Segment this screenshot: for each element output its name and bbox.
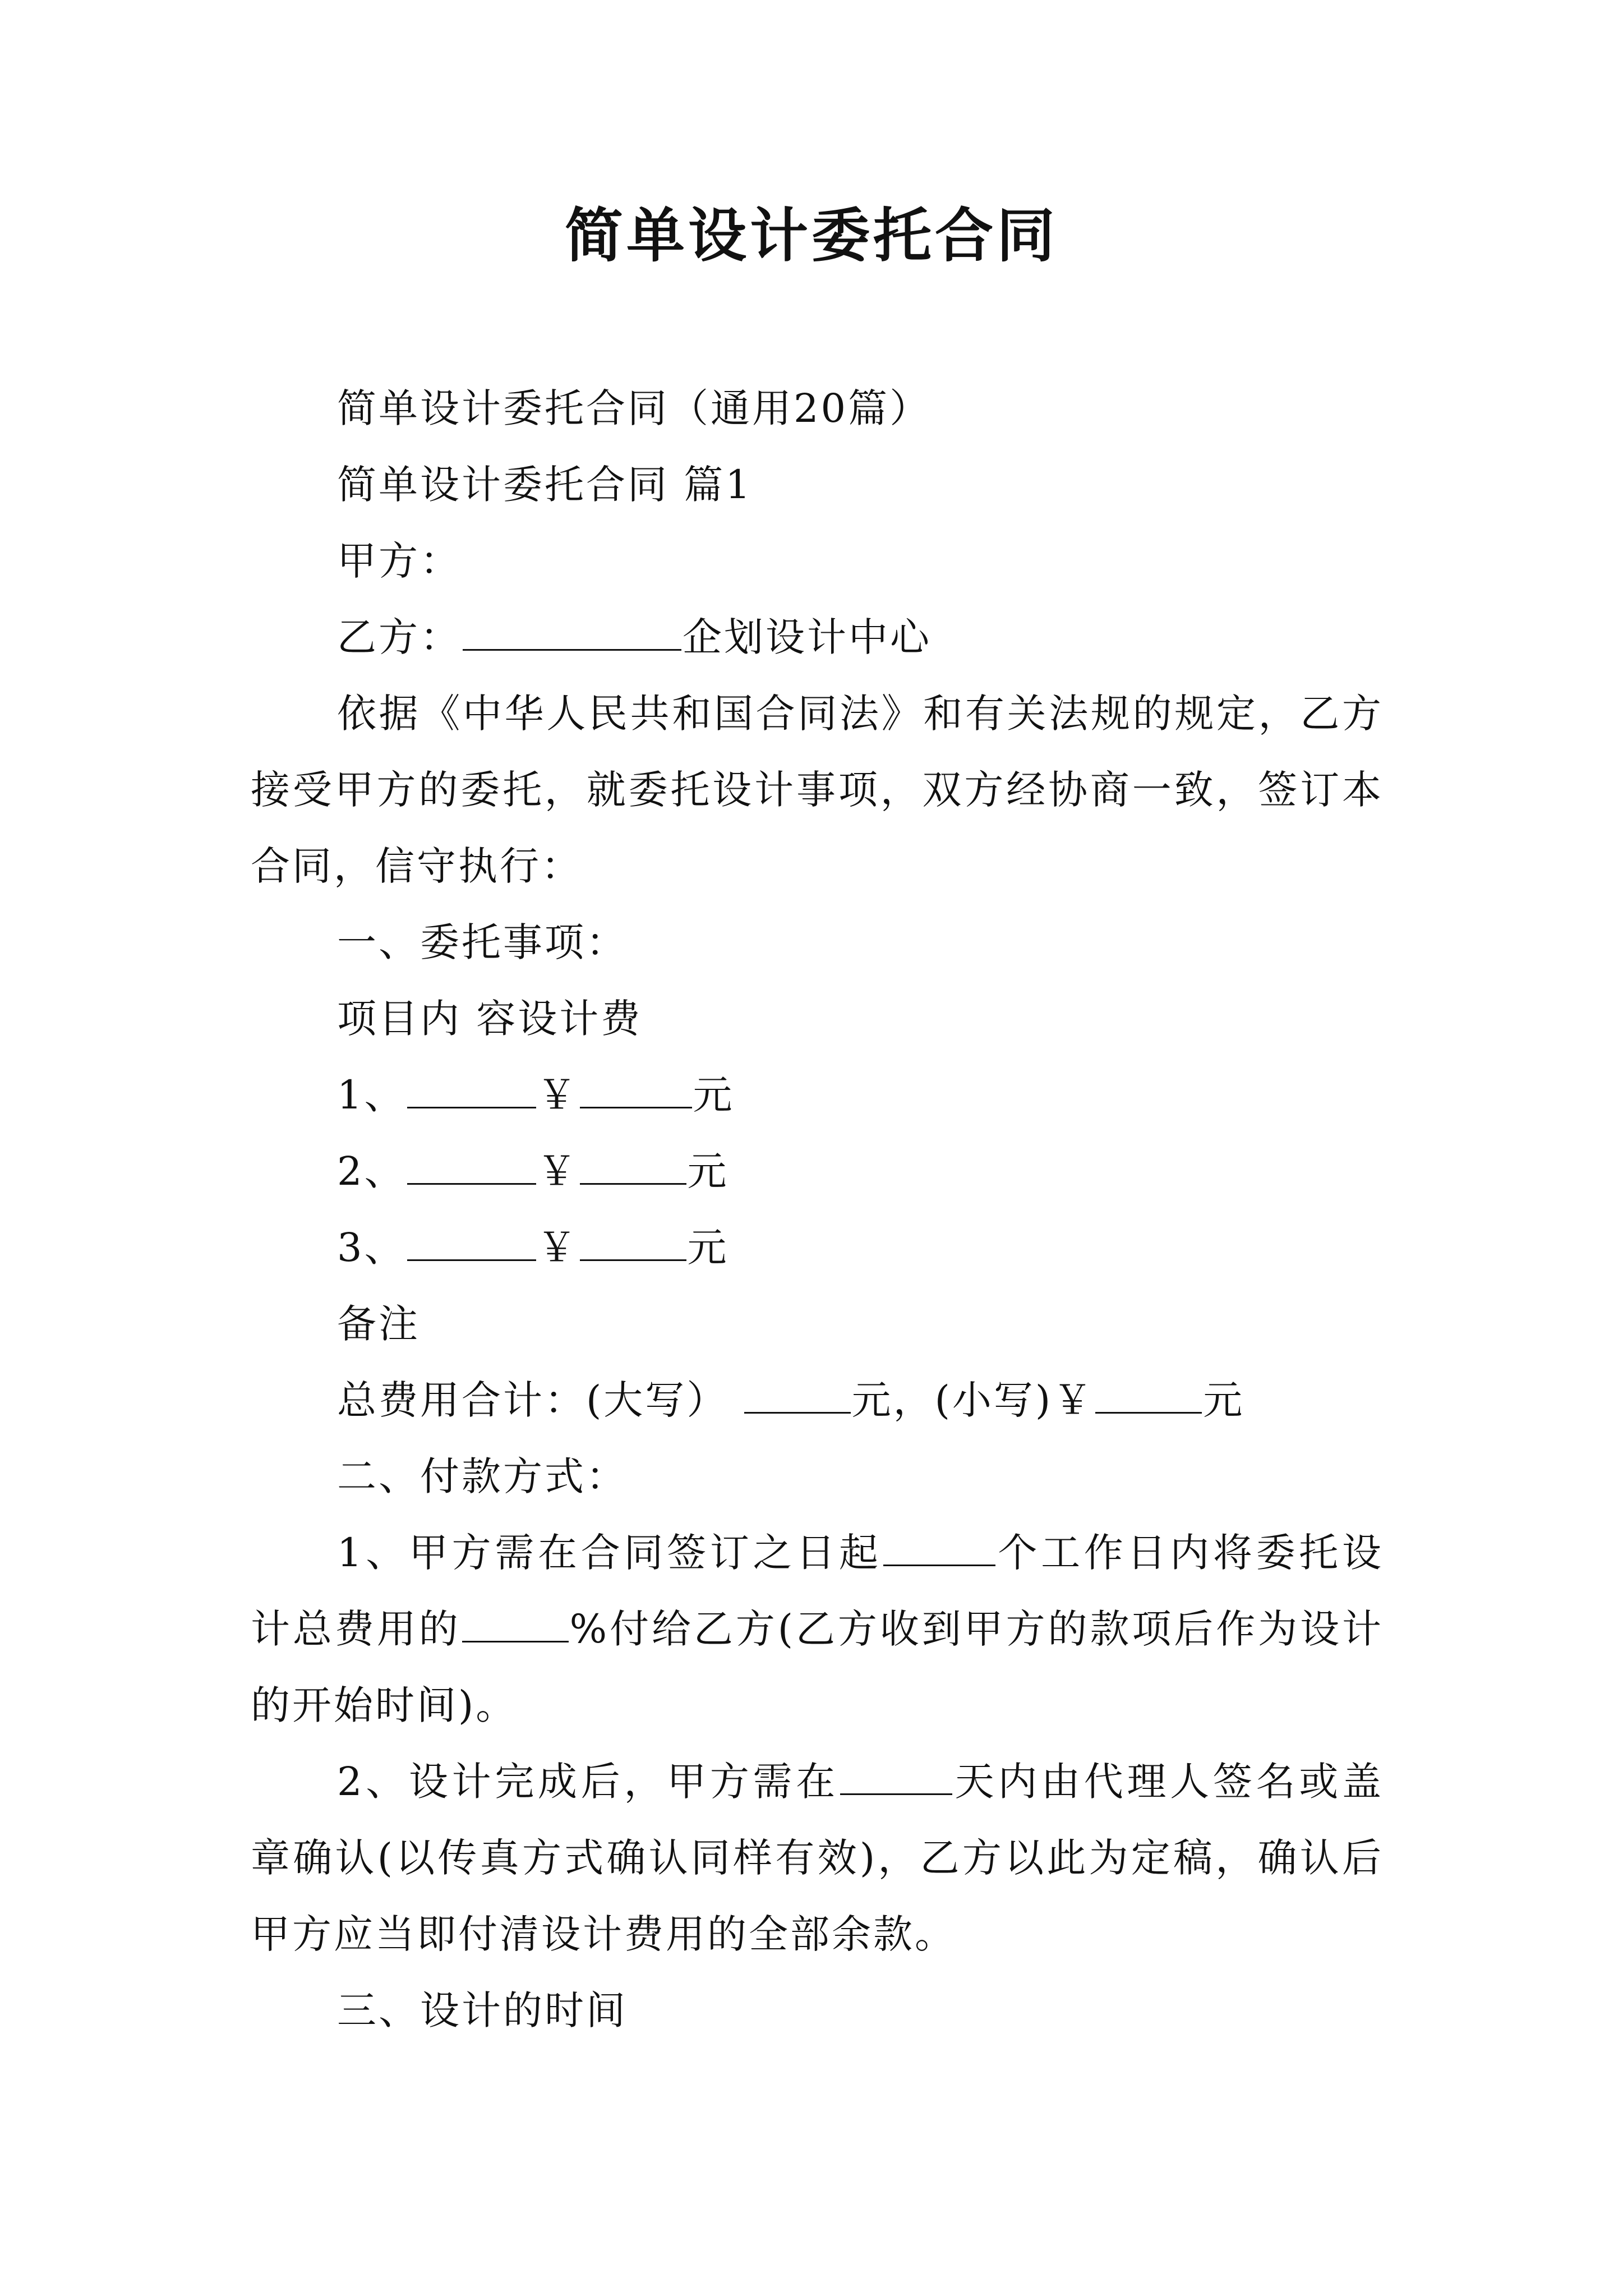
section2-title: 二、付款方式：	[337, 1453, 628, 1499]
item-number: 1、	[337, 1072, 406, 1118]
payment-clause-1	[251, 1515, 1384, 1743]
item-fee-blank	[580, 1148, 686, 1185]
payment2-text-b: 天内由代理人签名或盖章确认(以传真方式确认同样有效)，乙方以此为定稿，确认后甲方应当即付清设计费用的全部余款。	[251, 1759, 1384, 1957]
document-subtitle: 简单设计委托合同（通用20篇）	[337, 385, 932, 431]
item-currency: ￥	[537, 1148, 579, 1194]
item-currency: ￥	[537, 1072, 579, 1118]
party-b-prefix: 乙方：	[337, 614, 462, 660]
item-name-blank	[407, 1072, 536, 1108]
preamble-paragraph: 依据《中华人民共和国合同法》和有关法规的规定，乙方接受甲方的委托，就委托设计事项，双方经协商一致，签订本合同，信守执行：	[251, 691, 1384, 889]
payment1-days-blank	[883, 1530, 995, 1566]
total-unit-lower: 元	[1203, 1377, 1245, 1423]
item-unit: 元	[693, 1072, 735, 1118]
total-lower-blank	[1095, 1377, 1202, 1414]
total-unit-upper: 元，	[851, 1377, 935, 1423]
payment1-percent-blank	[462, 1606, 569, 1642]
total-label: 总费用合计：(大写）	[337, 1377, 728, 1423]
item-number: 2、	[337, 1148, 406, 1194]
section3-title: 三、设计的时间	[337, 1987, 628, 2033]
item-name-blank	[407, 1148, 536, 1185]
payment1-text-a: 1、甲方需在合同签订之日起	[337, 1530, 882, 1576]
remarks-line: 备注	[337, 1301, 420, 1347]
total-line	[251, 1362, 1384, 1438]
section1-title: 一、委托事项：	[337, 919, 628, 965]
total-lower-label: (小写)￥	[934, 1377, 1095, 1423]
item-number: 3、	[337, 1225, 406, 1271]
payment1-text-c: %付给乙方(乙方收到甲方的款项后作为设计的开始时间)。	[251, 1606, 1384, 1728]
payment2-text-a: 2、设计完成后，甲方需在	[337, 1759, 839, 1805]
list-item	[251, 1133, 1384, 1209]
list-item	[251, 1209, 1384, 1286]
document-title: 简单设计委托合同	[564, 201, 1058, 270]
section-heading: 简单设计委托合同 篇1	[337, 462, 753, 508]
item-unit: 元	[687, 1148, 729, 1194]
party-b-blank	[463, 614, 681, 651]
item-currency: ￥	[537, 1225, 579, 1271]
party-a-line: 甲方：	[337, 538, 462, 584]
item-fee-blank	[580, 1072, 692, 1108]
payment1-text-b: 个工作日内将委托设计总费用的	[251, 1530, 1384, 1652]
party-b-suffix: 企划设计中心	[683, 614, 932, 660]
payment-clause-2	[251, 1743, 1384, 1972]
item-name-blank	[407, 1225, 536, 1261]
list-item	[251, 1057, 1384, 1133]
payment2-days-blank	[840, 1759, 952, 1795]
item-fee-blank	[580, 1225, 686, 1261]
item-unit: 元	[687, 1225, 729, 1271]
total-upper-blank	[744, 1377, 851, 1414]
items-table-header: 项目内 容设计费	[337, 996, 643, 1042]
party-b-line	[251, 599, 1384, 675]
document-body	[251, 370, 1384, 2049]
